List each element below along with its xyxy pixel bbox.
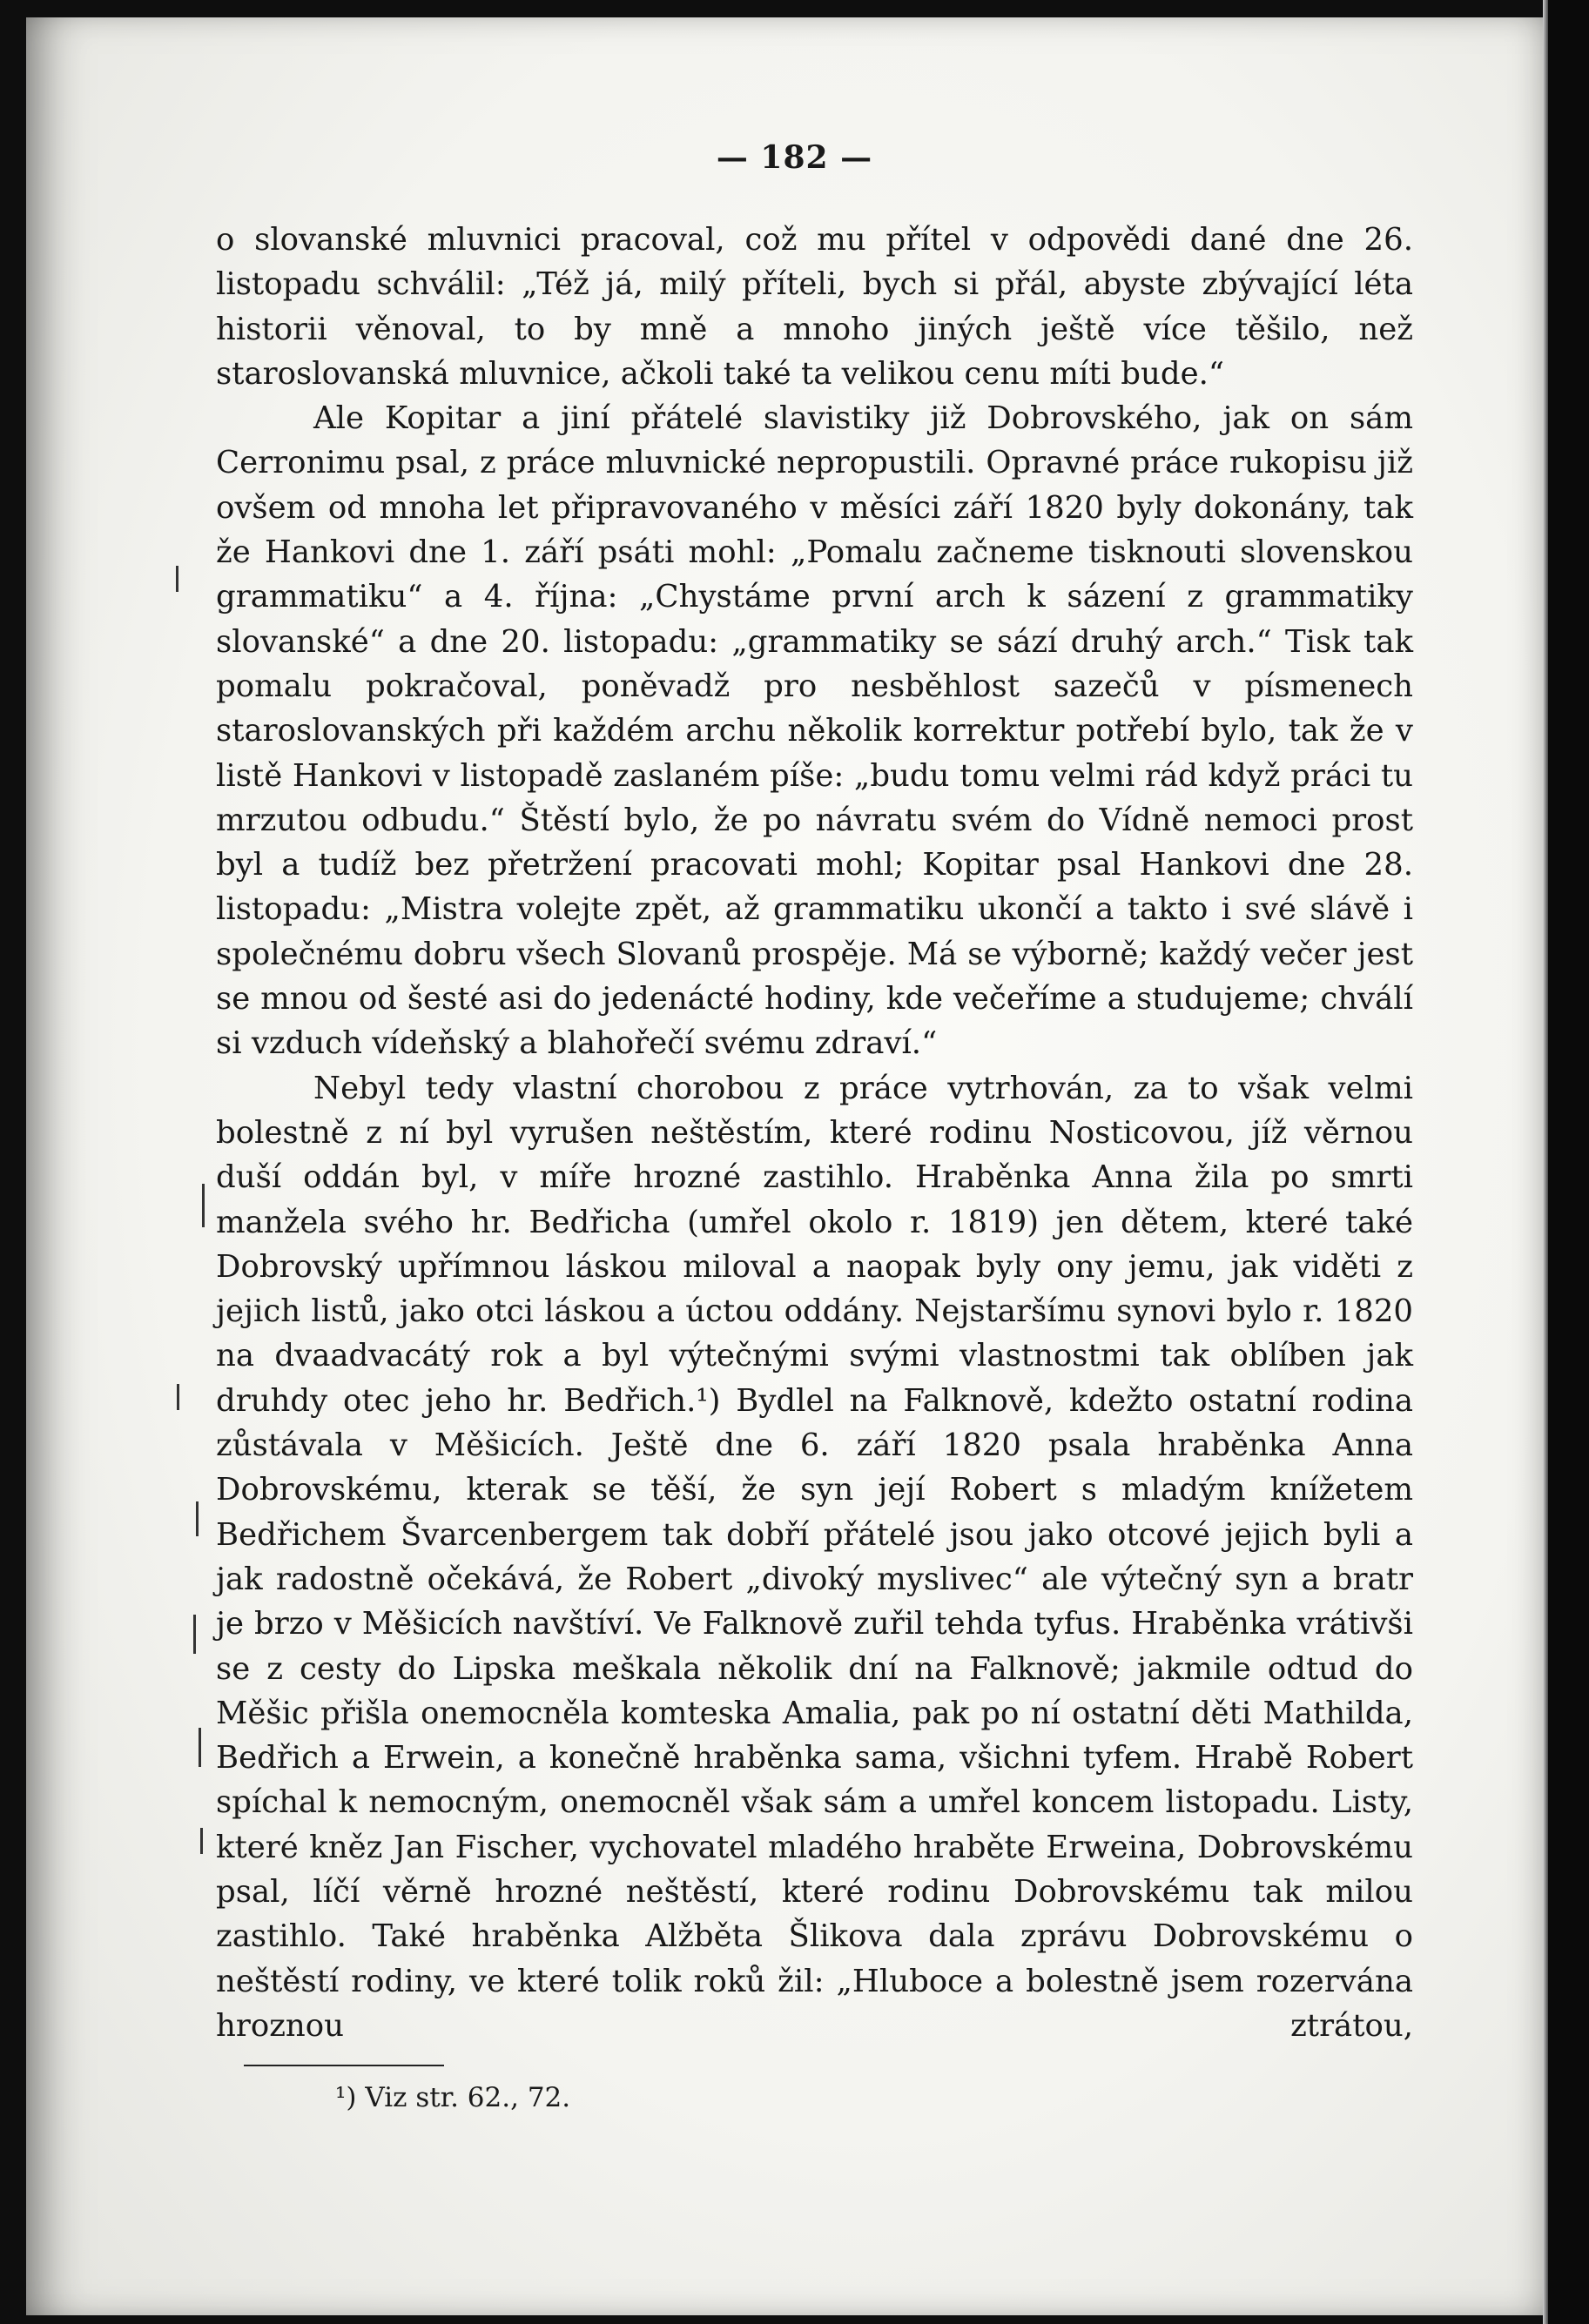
footnote: ¹) Viz str. 62., 72. [335,2082,571,2113]
margin-mark [199,1728,201,1767]
page-edge [1543,0,1589,2324]
footnote-rule [244,2065,444,2066]
page-number: — 182 — [716,139,873,176]
margin-mark [200,1828,203,1854]
margin-mark [202,1184,205,1227]
paragraph: o slovanské mluvnici pracoval, což mu přítel v odpovědi dané dne 26. listopadu schválil: „Též já, milý příteli, bych si přál, abyste zbývající léta historii věnoval, to by mně a mnoho jiných ještě více těšilo, než staroslovanská mluvnice, ačkoli také ta velikou cenu míti bude.“ [216,222,1413,392]
margin-mark [177,1384,179,1410]
body-text [216,218,1413,2048]
paragraph: Nebyl tedy vlastní chorobou z práce vytrhován, za to však velmi bolestně z ní byl vyrušen neštěstím, které rodinu Nosticovou, jíž věrnou duší oddán byl, v míře hrozné zastihlo. Hraběnka Anna žila po smrti manžela svého hr. Bedřicha (umřel okolo r. 1819) jen dětem, které také Dobrovský upřímnou láskou miloval a naopak byly ony jemu, jak viděti z jejich listů, jako otci láskou a úctou oddány. Nejstaršímu synovi bylo r. 1820 na dvaadvacátý rok a byl výtečnými svými vlastnostmi tak oblíben jak druhdy otec jeho hr. Bedřich.¹) Bydlel na Falknově, kdežto ostatní rodina zůstávala v Měšicích. Ještě dne 6. září 1820 psala hraběnka Anna Dobrovskému, kterak se těší, že syn její Robert s mladým knížetem Bedřichem Švarcenbergem tak dobří přátelé jsou jako otcové jejich byli a jak radostně očekává, že Robert „divoký myslivec“ ale výtečný syn a bratr je brzo v Měšicích navštíví. Ve Falknově zuřil tehda tyfus. Hraběnka vrátivši se z cesty do Lipska meškala několik dní na Falknově; jakmile odtud do Měšic přišla onemocněla komteska Amalia, pak po ní ostatní děti Mathilda, Bedřich a Erwein, a konečně hraběnka sama, všichni tyfem. Hrabě Robert spíchal k nemocným, onemocněl však sám a umřel koncem listopadu. Listy, které kněz Jan Fischer, vychovatel mladého hraběte Erweina, Dobrovskému psal, líčí věrně hrozné neštěstí, které rodinu Dobrovskému tak milou zastihlo. Také hraběnka Alžběta Šlikova dala zprávu Dobrovskému o neštěstí rodiny, ve které tolik roků žil: „Hluboce a bolestně jsem rozervána hroznou ztrátou, [216,1070,1413,2044]
margin-mark [196,1501,199,1536]
margin-mark [176,566,178,592]
margin-mark [193,1615,196,1654]
paragraph: Ale Kopitar a jiní přátelé slavistiky již Dobrovského, jak on sám Cerronimu psal, z práce mluvnické nepropustili. Opravné práce rukopisu již ovšem od mnoha let připravovaného v měsíci září 1820 byly dokonány, tak že Hankovi dne 1. září psáti mohl: „Pomalu začneme tisknouti slovenskou grammatiku“ a 4. října: „Chystáme první arch k sázení z grammatiky slovanské“ a dne 20. listopadu: „grammatiky se sází druhý arch.“ Tisk tak pomalu pokračoval, poněvadž pro nesběhlost sazečů v písmenech staroslovanských při každém archu několik korrektur potřebí bylo, tak že v listě Hankovi v listopadě zaslaném píše: „budu tomu velmi rád když práci tu mrzutou odbudu.“ Štěstí bylo, že po návratu svém do Vídně nemoci prost byl a tudíž bez přetržení pracovati mohl; Kopitar psal Hankovi dne 28. listopadu: „Mistra volejte zpět, až grammatiku ukončí a takto i své slávě i společnému dobru všech Slovanů prospěje. Má se výborně; každý večer jest se mnou od šesté asi do jedenácté hodiny, kde večeříme a studujeme; chválí si vzduch vídeňský a blahořečí svému zdraví.“ [216,400,1413,1062]
